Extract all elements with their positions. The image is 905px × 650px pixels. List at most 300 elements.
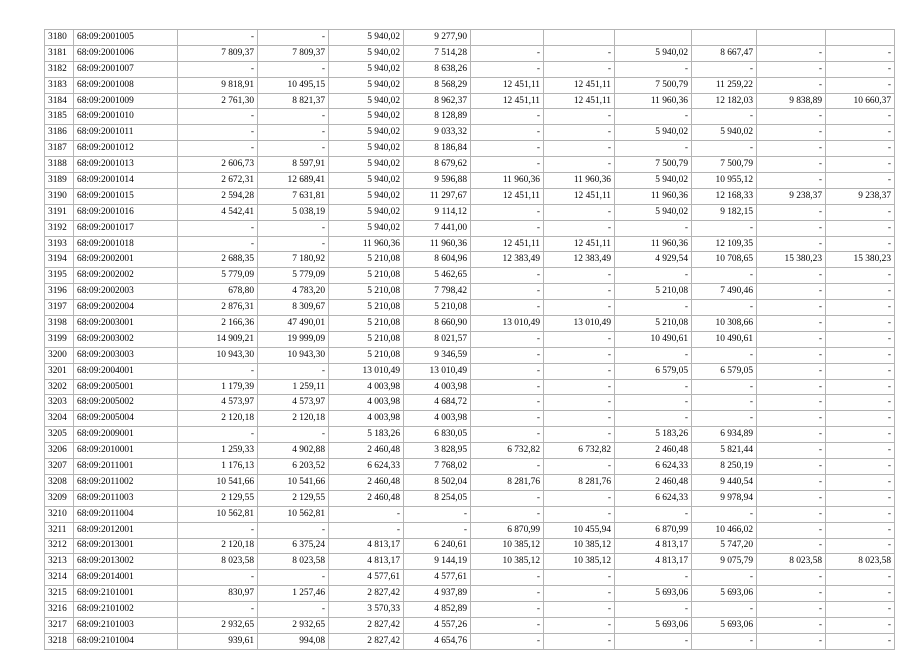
value-4-cell: 11 960,36 (404, 236, 471, 252)
cadastral-code-cell: 68:09:2013002 (74, 554, 178, 570)
table-row (45, 586, 895, 602)
row-index-cell: 3181 (45, 45, 74, 61)
value-6-cell: 10 385,12 (544, 538, 615, 554)
value-3-cell: 5 940,02 (329, 30, 404, 46)
cadastral-code-cell: 68:09:2001005 (74, 30, 178, 46)
table-row (45, 220, 895, 236)
value-3-cell: 2 460,48 (329, 490, 404, 506)
value-9-cell: - (757, 284, 826, 300)
value-10-cell: - (826, 602, 895, 618)
value-1-cell: - (178, 522, 258, 538)
value-4-cell: 4 557,26 (404, 617, 471, 633)
cadastral-code-cell: 68:09:2011004 (74, 506, 178, 522)
value-1-cell: 1 176,13 (178, 459, 258, 475)
value-3-cell: 2 827,42 (329, 633, 404, 649)
cadastral-code-cell: 68:09:2003003 (74, 347, 178, 363)
value-9-cell: - (757, 617, 826, 633)
value-4-cell: 9 114,12 (404, 204, 471, 220)
table-row (45, 173, 895, 189)
value-4-cell: 9 144,19 (404, 554, 471, 570)
value-2-cell: 2 932,65 (258, 617, 329, 633)
value-6-cell: - (544, 61, 615, 77)
table-row (45, 522, 895, 538)
cadastral-code-cell: 68:09:2001007 (74, 61, 178, 77)
table-body (45, 30, 895, 650)
value-2-cell: 8 597,91 (258, 157, 329, 173)
value-8-cell: - (692, 570, 757, 586)
value-4-cell: 4 684,72 (404, 395, 471, 411)
cadastral-code-cell: 68:09:2013001 (74, 538, 178, 554)
table-row (45, 347, 895, 363)
value-7-cell: 11 960,36 (615, 188, 692, 204)
value-8-cell: - (692, 347, 757, 363)
value-4-cell: 4 003,98 (404, 379, 471, 395)
value-10-cell: - (826, 586, 895, 602)
value-7-cell: - (615, 347, 692, 363)
value-6-cell: - (544, 411, 615, 427)
table-row (45, 395, 895, 411)
value-2-cell: - (258, 30, 329, 46)
value-4-cell: 8 568,29 (404, 77, 471, 93)
row-index-cell: 3201 (45, 363, 74, 379)
value-3-cell: 4 003,98 (329, 411, 404, 427)
value-8-cell: 12 182,03 (692, 93, 757, 109)
value-8-cell: 11 259,22 (692, 77, 757, 93)
value-10-cell: - (826, 125, 895, 141)
value-8-cell: 7 490,46 (692, 284, 757, 300)
value-10-cell: - (826, 316, 895, 332)
value-1-cell: 830,97 (178, 586, 258, 602)
table-row (45, 363, 895, 379)
value-7-cell: - (615, 395, 692, 411)
value-9-cell: - (757, 141, 826, 157)
value-6-cell: - (544, 617, 615, 633)
value-9-cell: 8 023,58 (757, 554, 826, 570)
value-4-cell: 8 021,57 (404, 331, 471, 347)
value-10-cell: - (826, 459, 895, 475)
row-index-cell: 3192 (45, 220, 74, 236)
value-5-cell: - (471, 459, 544, 475)
value-2-cell: 6 203,52 (258, 459, 329, 475)
value-8-cell: 9 075,79 (692, 554, 757, 570)
value-10-cell: 9 238,37 (826, 188, 895, 204)
value-8-cell: 12 109,35 (692, 236, 757, 252)
row-index-cell: 3210 (45, 506, 74, 522)
value-6-cell: - (544, 363, 615, 379)
value-7-cell: 7 500,79 (615, 157, 692, 173)
value-10-cell: - (826, 331, 895, 347)
value-2-cell: 8 309,67 (258, 300, 329, 316)
value-9-cell: - (757, 395, 826, 411)
table-row (45, 204, 895, 220)
table-row (45, 61, 895, 77)
value-3-cell: 5 940,02 (329, 204, 404, 220)
value-7-cell: 6 579,05 (615, 363, 692, 379)
value-7-cell: 6 624,33 (615, 459, 692, 475)
value-9-cell: - (757, 331, 826, 347)
row-index-cell: 3216 (45, 602, 74, 618)
value-1-cell: 2 120,18 (178, 538, 258, 554)
value-9-cell: - (757, 506, 826, 522)
value-10-cell: - (826, 220, 895, 236)
cadastral-code-cell: 68:09:2005004 (74, 411, 178, 427)
value-5-cell: 12 451,11 (471, 93, 544, 109)
value-5-cell: - (471, 45, 544, 61)
row-index-cell: 3198 (45, 316, 74, 332)
value-10-cell: - (826, 141, 895, 157)
value-10-cell: - (826, 395, 895, 411)
value-6-cell: - (544, 459, 615, 475)
value-8-cell: - (692, 141, 757, 157)
value-1-cell: 2 932,65 (178, 617, 258, 633)
value-6-cell: - (544, 395, 615, 411)
value-9-cell: - (757, 490, 826, 506)
value-7-cell: 5 940,02 (615, 204, 692, 220)
cadastral-code-cell: 68:09:2002004 (74, 300, 178, 316)
value-5-cell: 12 451,11 (471, 77, 544, 93)
cadastral-code-cell: 68:09:2002001 (74, 252, 178, 268)
value-5-cell: - (471, 347, 544, 363)
value-2-cell: 10 495,15 (258, 77, 329, 93)
value-5-cell: - (471, 506, 544, 522)
value-9-cell: - (757, 570, 826, 586)
value-9-cell: - (757, 538, 826, 554)
cadastral-code-cell: 68:09:2001016 (74, 204, 178, 220)
value-8-cell: - (692, 61, 757, 77)
value-5-cell: - (471, 220, 544, 236)
value-1-cell: 1 259,33 (178, 443, 258, 459)
cadastral-code-cell: 68:09:2003002 (74, 331, 178, 347)
cadastral-code-cell: 68:09:2101003 (74, 617, 178, 633)
value-4-cell: 8 502,04 (404, 474, 471, 490)
cadastral-code-cell: 68:09:2101002 (74, 602, 178, 618)
row-index-cell: 3203 (45, 395, 74, 411)
row-index-cell: 3185 (45, 109, 74, 125)
value-3-cell: 5 940,02 (329, 61, 404, 77)
row-index-cell: 3195 (45, 268, 74, 284)
value-3-cell: 5 940,02 (329, 109, 404, 125)
value-1-cell: 2 129,55 (178, 490, 258, 506)
value-5-cell: - (471, 379, 544, 395)
value-1-cell: 678,80 (178, 284, 258, 300)
value-7-cell: - (615, 268, 692, 284)
cadastral-code-cell: 68:09:2004001 (74, 363, 178, 379)
table-row (45, 538, 895, 554)
value-9-cell (757, 30, 826, 46)
value-1-cell: 2 672,31 (178, 173, 258, 189)
value-1-cell: 2 761,30 (178, 93, 258, 109)
cadastral-code-cell: 68:09:2001010 (74, 109, 178, 125)
value-10-cell: - (826, 379, 895, 395)
table-row (45, 427, 895, 443)
value-9-cell: 15 380,23 (757, 252, 826, 268)
row-index-cell: 3211 (45, 522, 74, 538)
value-4-cell: 4 003,98 (404, 411, 471, 427)
value-2-cell: - (258, 141, 329, 157)
value-1-cell: 4 573,97 (178, 395, 258, 411)
value-6-cell: - (544, 157, 615, 173)
value-5-cell: - (471, 570, 544, 586)
value-6-cell: - (544, 633, 615, 649)
row-index-cell: 3193 (45, 236, 74, 252)
row-index-cell: 3217 (45, 617, 74, 633)
value-5-cell: - (471, 331, 544, 347)
cadastral-code-cell: 68:09:2001013 (74, 157, 178, 173)
value-9-cell: - (757, 61, 826, 77)
value-5-cell: - (471, 490, 544, 506)
value-7-cell: 2 460,48 (615, 474, 692, 490)
row-index-cell: 3188 (45, 157, 74, 173)
value-2-cell: 12 689,41 (258, 173, 329, 189)
cadastral-code-cell: 68:09:2010001 (74, 443, 178, 459)
value-7-cell: 11 960,36 (615, 93, 692, 109)
value-5-cell: - (471, 602, 544, 618)
value-8-cell: 5 693,06 (692, 586, 757, 602)
value-2-cell: 7 809,37 (258, 45, 329, 61)
value-4-cell: 4 577,61 (404, 570, 471, 586)
value-7-cell: - (615, 379, 692, 395)
value-2-cell: - (258, 61, 329, 77)
row-index-cell: 3196 (45, 284, 74, 300)
value-9-cell: - (757, 173, 826, 189)
value-9-cell: - (757, 125, 826, 141)
table-row (45, 570, 895, 586)
value-1-cell: 5 779,09 (178, 268, 258, 284)
value-1-cell: 939,61 (178, 633, 258, 649)
table-row (45, 141, 895, 157)
row-index-cell: 3197 (45, 300, 74, 316)
value-7-cell: - (615, 602, 692, 618)
value-2-cell: 2 120,18 (258, 411, 329, 427)
table-row (45, 157, 895, 173)
row-index-cell: 3213 (45, 554, 74, 570)
value-9-cell: - (757, 268, 826, 284)
table-row (45, 45, 895, 61)
value-10-cell: - (826, 633, 895, 649)
value-2-cell: 19 999,09 (258, 331, 329, 347)
value-1-cell: - (178, 363, 258, 379)
value-2-cell: - (258, 427, 329, 443)
value-7-cell: 4 813,17 (615, 554, 692, 570)
value-7-cell: 5 693,06 (615, 586, 692, 602)
value-4-cell: 8 128,89 (404, 109, 471, 125)
value-3-cell: 5 940,02 (329, 157, 404, 173)
value-8-cell: 8 250,19 (692, 459, 757, 475)
value-3-cell: 2 460,48 (329, 443, 404, 459)
value-5-cell: - (471, 363, 544, 379)
value-1-cell: 1 179,39 (178, 379, 258, 395)
value-6-cell: 12 451,11 (544, 188, 615, 204)
value-8-cell: 7 500,79 (692, 157, 757, 173)
value-7-cell: - (615, 570, 692, 586)
table-row (45, 506, 895, 522)
value-10-cell: - (826, 363, 895, 379)
value-1-cell: 14 909,21 (178, 331, 258, 347)
value-8-cell (692, 30, 757, 46)
value-2-cell: 10 562,81 (258, 506, 329, 522)
value-5-cell: - (471, 61, 544, 77)
row-index-cell: 3200 (45, 347, 74, 363)
value-2-cell: - (258, 363, 329, 379)
value-2-cell: - (258, 522, 329, 538)
cadastral-code-cell: 68:09:2001014 (74, 173, 178, 189)
table-row (45, 268, 895, 284)
value-4-cell: 9 277,90 (404, 30, 471, 46)
value-2-cell: 10 541,66 (258, 474, 329, 490)
value-7-cell: - (615, 411, 692, 427)
value-10-cell: 15 380,23 (826, 252, 895, 268)
value-9-cell: - (757, 474, 826, 490)
value-6-cell: 12 451,11 (544, 236, 615, 252)
value-4-cell: 7 514,28 (404, 45, 471, 61)
value-9-cell: - (757, 109, 826, 125)
value-2-cell: 4 783,20 (258, 284, 329, 300)
table-row (45, 316, 895, 332)
cadastral-code-cell: 68:09:2001011 (74, 125, 178, 141)
value-8-cell: - (692, 109, 757, 125)
value-9-cell: - (757, 316, 826, 332)
value-4-cell: 8 660,90 (404, 316, 471, 332)
value-6-cell: - (544, 220, 615, 236)
value-9-cell: - (757, 586, 826, 602)
value-8-cell: 5 747,20 (692, 538, 757, 554)
value-9-cell: - (757, 236, 826, 252)
value-2-cell: 5 779,09 (258, 268, 329, 284)
value-8-cell: - (692, 379, 757, 395)
value-3-cell: 2 827,42 (329, 617, 404, 633)
value-6-cell: 13 010,49 (544, 316, 615, 332)
value-2-cell: 7 631,81 (258, 188, 329, 204)
value-1-cell: 2 166,36 (178, 316, 258, 332)
table-row (45, 125, 895, 141)
value-10-cell: - (826, 109, 895, 125)
value-2-cell: 5 038,19 (258, 204, 329, 220)
value-3-cell: 2 460,48 (329, 474, 404, 490)
value-1-cell: 9 818,91 (178, 77, 258, 93)
value-2-cell: - (258, 220, 329, 236)
cadastral-code-cell: 68:09:2001017 (74, 220, 178, 236)
value-1-cell: 2 594,28 (178, 188, 258, 204)
value-5-cell: - (471, 617, 544, 633)
value-9-cell: - (757, 443, 826, 459)
value-9-cell: - (757, 363, 826, 379)
value-10-cell: - (826, 411, 895, 427)
value-1-cell: 10 943,30 (178, 347, 258, 363)
value-3-cell: 5 210,08 (329, 252, 404, 268)
value-8-cell: 10 308,66 (692, 316, 757, 332)
row-index-cell: 3204 (45, 411, 74, 427)
value-10-cell: - (826, 268, 895, 284)
value-1-cell: - (178, 61, 258, 77)
value-10-cell: - (826, 490, 895, 506)
row-index-cell: 3202 (45, 379, 74, 395)
value-9-cell: - (757, 602, 826, 618)
value-6-cell: - (544, 109, 615, 125)
value-9-cell: - (757, 77, 826, 93)
value-9-cell: - (757, 347, 826, 363)
cadastral-code-cell: 68:09:2011003 (74, 490, 178, 506)
value-5-cell: - (471, 141, 544, 157)
table-row (45, 554, 895, 570)
row-index-cell: 3183 (45, 77, 74, 93)
table-row (45, 602, 895, 618)
value-5-cell: - (471, 268, 544, 284)
value-8-cell: 10 708,65 (692, 252, 757, 268)
value-8-cell: - (692, 300, 757, 316)
value-1-cell: - (178, 141, 258, 157)
value-8-cell: 9 440,54 (692, 474, 757, 490)
value-4-cell: 7 768,02 (404, 459, 471, 475)
value-6-cell: - (544, 268, 615, 284)
value-7-cell: 4 813,17 (615, 538, 692, 554)
value-9-cell: - (757, 157, 826, 173)
value-6-cell: 6 732,82 (544, 443, 615, 459)
value-3-cell: 4 577,61 (329, 570, 404, 586)
value-6-cell: - (544, 300, 615, 316)
value-6-cell: - (544, 602, 615, 618)
value-9-cell: - (757, 411, 826, 427)
value-3-cell: - (329, 506, 404, 522)
value-6-cell: 11 960,36 (544, 173, 615, 189)
value-5-cell: - (471, 586, 544, 602)
value-2-cell: - (258, 125, 329, 141)
value-4-cell: 4 937,89 (404, 586, 471, 602)
value-2-cell: 1 257,46 (258, 586, 329, 602)
row-index-cell: 3212 (45, 538, 74, 554)
value-7-cell: 5 210,08 (615, 316, 692, 332)
value-8-cell: 5 821,44 (692, 443, 757, 459)
table-row (45, 284, 895, 300)
value-4-cell: 8 679,62 (404, 157, 471, 173)
value-9-cell: - (757, 204, 826, 220)
value-3-cell: 5 940,02 (329, 141, 404, 157)
value-4-cell: 6 240,61 (404, 538, 471, 554)
value-3-cell: 5 940,02 (329, 93, 404, 109)
value-10-cell: 10 660,37 (826, 93, 895, 109)
value-6-cell: 10 385,12 (544, 554, 615, 570)
value-8-cell: - (692, 602, 757, 618)
value-5-cell: 12 451,11 (471, 236, 544, 252)
cadastral-code-cell: 68:09:2101001 (74, 586, 178, 602)
value-2-cell: 7 180,92 (258, 252, 329, 268)
row-index-cell: 3199 (45, 331, 74, 347)
value-2-cell: 10 943,30 (258, 347, 329, 363)
value-10-cell: - (826, 443, 895, 459)
table-row (45, 474, 895, 490)
table-row (45, 236, 895, 252)
value-9-cell: - (757, 300, 826, 316)
value-1-cell: - (178, 30, 258, 46)
value-5-cell: - (471, 633, 544, 649)
value-10-cell: - (826, 474, 895, 490)
row-index-cell: 3205 (45, 427, 74, 443)
value-5-cell: - (471, 157, 544, 173)
data-table (44, 29, 895, 650)
value-2-cell: - (258, 236, 329, 252)
value-2-cell: 2 129,55 (258, 490, 329, 506)
value-4-cell: 5 462,65 (404, 268, 471, 284)
row-index-cell: 3206 (45, 443, 74, 459)
value-3-cell: 5 940,02 (329, 125, 404, 141)
value-10-cell: - (826, 347, 895, 363)
value-4-cell: 6 830,05 (404, 427, 471, 443)
value-4-cell: 9 596,88 (404, 173, 471, 189)
value-5-cell: 8 281,76 (471, 474, 544, 490)
cadastral-code-cell: 68:09:2001009 (74, 93, 178, 109)
value-4-cell: - (404, 506, 471, 522)
value-3-cell: 4 003,98 (329, 379, 404, 395)
value-7-cell (615, 30, 692, 46)
